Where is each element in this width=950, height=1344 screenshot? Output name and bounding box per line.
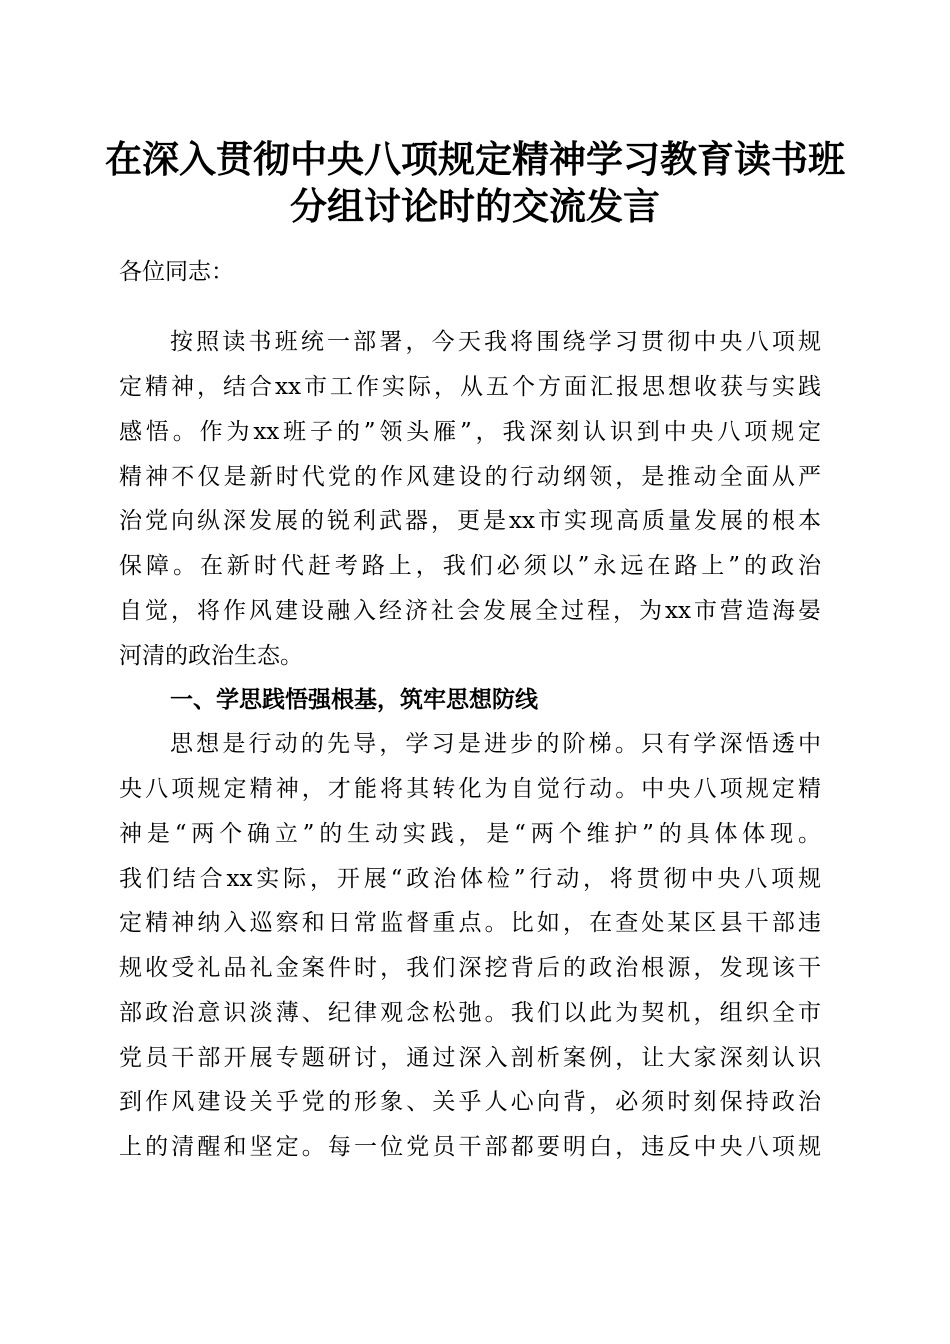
- document-title-line-1: 在深入贯彻中央八项规定精神学习教育读书班: [105, 137, 845, 181]
- paragraph-line: 部政治意识淡薄、纪律观念松弛。我们以此为契机，组织全市: [119, 1000, 821, 1026]
- paragraph-line: 到作风建设关乎党的形象、关乎人心向背，必须时刻保持政治: [119, 1089, 821, 1115]
- paragraph-line: 保障。在新时代赶考路上，我们必须以”永远在路上”的政治: [119, 553, 821, 579]
- paragraph-line: 上的清醒和坚定。每一位党员干部都要明白，违反中央八项规: [119, 1134, 821, 1160]
- paragraph-line: 我们结合xx实际，开展“政治体检”行动，将贯彻中央八项规: [119, 866, 821, 892]
- paragraph-line: 定精神，结合xx市工作实际，从五个方面汇报思想收获与实践: [119, 374, 821, 400]
- paragraph-line: 按照读书班统一部署，今天我将围绕学习贯彻中央八项规: [170, 329, 821, 355]
- paragraph-line: 治党向纵深发展的锐利武器，更是xx市实现高质量发展的根本: [119, 508, 821, 534]
- document-title-line-2: 分组讨论时的交流发言: [290, 184, 660, 228]
- paragraph-line: 思想是行动的先导，学习是进步的阶梯。只有学深悟透中: [170, 731, 821, 757]
- paragraph-line: 感悟。作为xx班子的”领头雁”，我深刻认识到中央八项规定: [119, 419, 821, 445]
- paragraph-line: 河清的政治生态。: [119, 643, 303, 669]
- paragraph-line: 党员干部开展专题研讨，通过深入剖析案例，让大家深刻认识: [119, 1045, 821, 1071]
- paragraph-line: 自觉，将作风建设融入经济社会发展全过程，为xx市营造海晏: [119, 598, 821, 624]
- paragraph-line: 规收受礼品礼金案件时，我们深挖背后的政治根源，发现该干: [119, 955, 821, 981]
- paragraph-line: 精神不仅是新时代党的作风建设的行动纲领，是推动全面从严: [119, 464, 821, 490]
- paragraph-line: 定精神纳入巡察和日常监督重点。比如，在查处某区县干部违: [119, 910, 821, 936]
- section-heading: 一、学思践悟强根基，筑牢思想防线: [170, 687, 538, 713]
- paragraph-line: 央八项规定精神，才能将其转化为自觉行动。中央八项规定精: [119, 776, 821, 802]
- salutation: 各位同志：: [119, 259, 234, 285]
- paragraph-line: 神是“两个确立”的生动实践，是“两个维护”的具体体现。: [119, 821, 821, 847]
